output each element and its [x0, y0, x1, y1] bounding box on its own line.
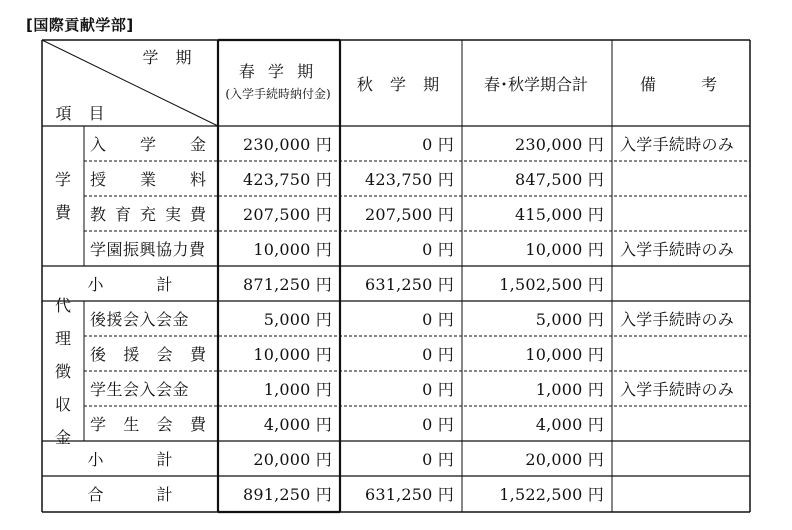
- fee-row-note: 入学手続時のみ: [620, 240, 735, 259]
- fee-row-note: [612, 196, 750, 231]
- item-char: 会: [156, 415, 173, 434]
- fee-row-total: 10,000 円: [525, 240, 604, 259]
- category-char: 金: [54, 427, 71, 447]
- item-label: 学生会入会金: [90, 380, 190, 399]
- grand-total-note: [612, 476, 750, 511]
- subtotal-label-text: 小 計: [87, 275, 173, 294]
- fee-row-total: 10,000 円: [525, 345, 604, 364]
- fee-row-autumn: 0 円: [422, 135, 454, 154]
- fee-row-total: 4,000 円: [535, 415, 604, 434]
- fee-row-autumn: 0 円: [422, 240, 454, 259]
- fee-row-note: 入学手続時のみ: [620, 310, 735, 329]
- fee-row-autumn: 423,750 円: [364, 170, 454, 189]
- subtotal-note: [612, 266, 750, 301]
- subtotal-autumn: 631,250 円: [364, 275, 454, 294]
- item-char: 育: [114, 205, 131, 224]
- item-cell: [88, 196, 218, 231]
- fee-row-total: 5,000 円: [535, 310, 604, 329]
- fee-row-note: 入学手続時のみ: [620, 135, 735, 154]
- fee-row-spring: 4,000 円: [263, 415, 332, 434]
- grand-total-label: [42, 476, 218, 511]
- item-cell: [88, 301, 218, 336]
- item-cell: [88, 371, 218, 406]
- category-label-2: [42, 295, 84, 447]
- fee-row-autumn: 0 円: [422, 380, 454, 399]
- category-char: 学: [54, 170, 71, 189]
- subtotal-spring: 20,000 円: [253, 450, 332, 469]
- fee-row-note: [612, 406, 750, 441]
- item-char: 会: [156, 345, 173, 364]
- subtotal-label-text: 小 計: [87, 450, 173, 469]
- item-char: 実: [164, 205, 181, 224]
- header-autumn: 秋 学 期: [356, 74, 446, 94]
- item-char: 学: [90, 415, 107, 434]
- subtotal-label: [42, 441, 218, 476]
- header-term-label: 学 期: [142, 47, 198, 67]
- fee-row-total: 1,000 円: [535, 380, 604, 399]
- category-label-1: [42, 126, 84, 266]
- item-char: 後: [90, 345, 107, 364]
- subtotal-spring: 871,250 円: [242, 275, 332, 294]
- fee-row-spring: 230,000 円: [242, 135, 332, 154]
- category-char: 費: [54, 203, 71, 222]
- category-char: 代: [54, 295, 71, 315]
- header-spring: [218, 42, 338, 124]
- grand-total-label-text: 合 計: [87, 485, 173, 504]
- item-cell: [88, 406, 218, 441]
- fee-row-spring: 5,000 円: [263, 310, 332, 329]
- item-cell: [88, 126, 218, 161]
- fee-row-autumn: 0 円: [422, 415, 454, 434]
- fee-row-note: [612, 161, 750, 196]
- item-char: 授: [90, 170, 107, 189]
- item-char: 料: [189, 170, 206, 189]
- header-remarks-label: 備 考: [640, 74, 718, 94]
- item-char: 金: [189, 135, 206, 154]
- subtotal-total: 20,000 円: [525, 450, 604, 469]
- item-char: 費: [189, 205, 206, 224]
- fee-row-note: [612, 336, 750, 371]
- category-char: 理: [54, 328, 71, 348]
- item-char: 入: [90, 135, 107, 154]
- fee-row-autumn: 0 円: [422, 345, 454, 364]
- fee-row-note: 入学手続時のみ: [620, 380, 735, 399]
- fee-row-total: 230,000 円: [514, 135, 604, 154]
- page-title: [国際貢献学部]: [26, 16, 134, 34]
- item-cell: [88, 161, 218, 196]
- item-label: 後援会入会金: [90, 310, 190, 329]
- header-remarks: [612, 42, 748, 124]
- subtotal-autumn: 0 円: [422, 450, 454, 469]
- fee-row-spring: 10,000 円: [253, 345, 332, 364]
- item-char: 費: [189, 345, 206, 364]
- item-char: 業: [139, 170, 156, 189]
- category-char: 収: [54, 394, 71, 414]
- fee-row-spring: 1,000 円: [263, 380, 332, 399]
- header-spring-label: 春 学 期: [238, 62, 318, 81]
- fee-row-spring: 10,000 円: [253, 240, 332, 259]
- subtotal-note: [612, 441, 750, 476]
- item-char: 教: [90, 205, 107, 224]
- header-item-label: 項 目: [55, 103, 111, 123]
- grand-total-spring: 891,250 円: [242, 485, 332, 504]
- fee-row-total: 415,000 円: [514, 205, 604, 224]
- fee-row-spring: 423,750 円: [242, 170, 332, 189]
- fee-row-total: 847,500 円: [514, 170, 604, 189]
- item-char: 費: [189, 415, 206, 434]
- header-total: 春･秋学期合計: [483, 74, 588, 94]
- header-spring-note: (入学手続時納付金): [225, 87, 331, 101]
- item-char: 生: [123, 415, 140, 434]
- fee-table: [42, 40, 750, 512]
- category-char: 徴: [54, 361, 71, 381]
- item-char: 援: [123, 345, 140, 364]
- fee-row-autumn: 207,500 円: [364, 205, 454, 224]
- item-cell: [88, 231, 218, 266]
- fee-row-spring: 207,500 円: [242, 205, 332, 224]
- item-label: 学園振興協力費: [90, 240, 206, 259]
- grand-total-autumn: 631,250 円: [364, 485, 454, 504]
- grand-total-total: 1,522,500 円: [499, 485, 604, 504]
- item-cell: [88, 336, 218, 371]
- subtotal-total: 1,502,500 円: [499, 275, 604, 294]
- item-char: 学: [139, 135, 156, 154]
- fee-row-autumn: 0 円: [422, 310, 454, 329]
- item-char: 充: [139, 205, 156, 224]
